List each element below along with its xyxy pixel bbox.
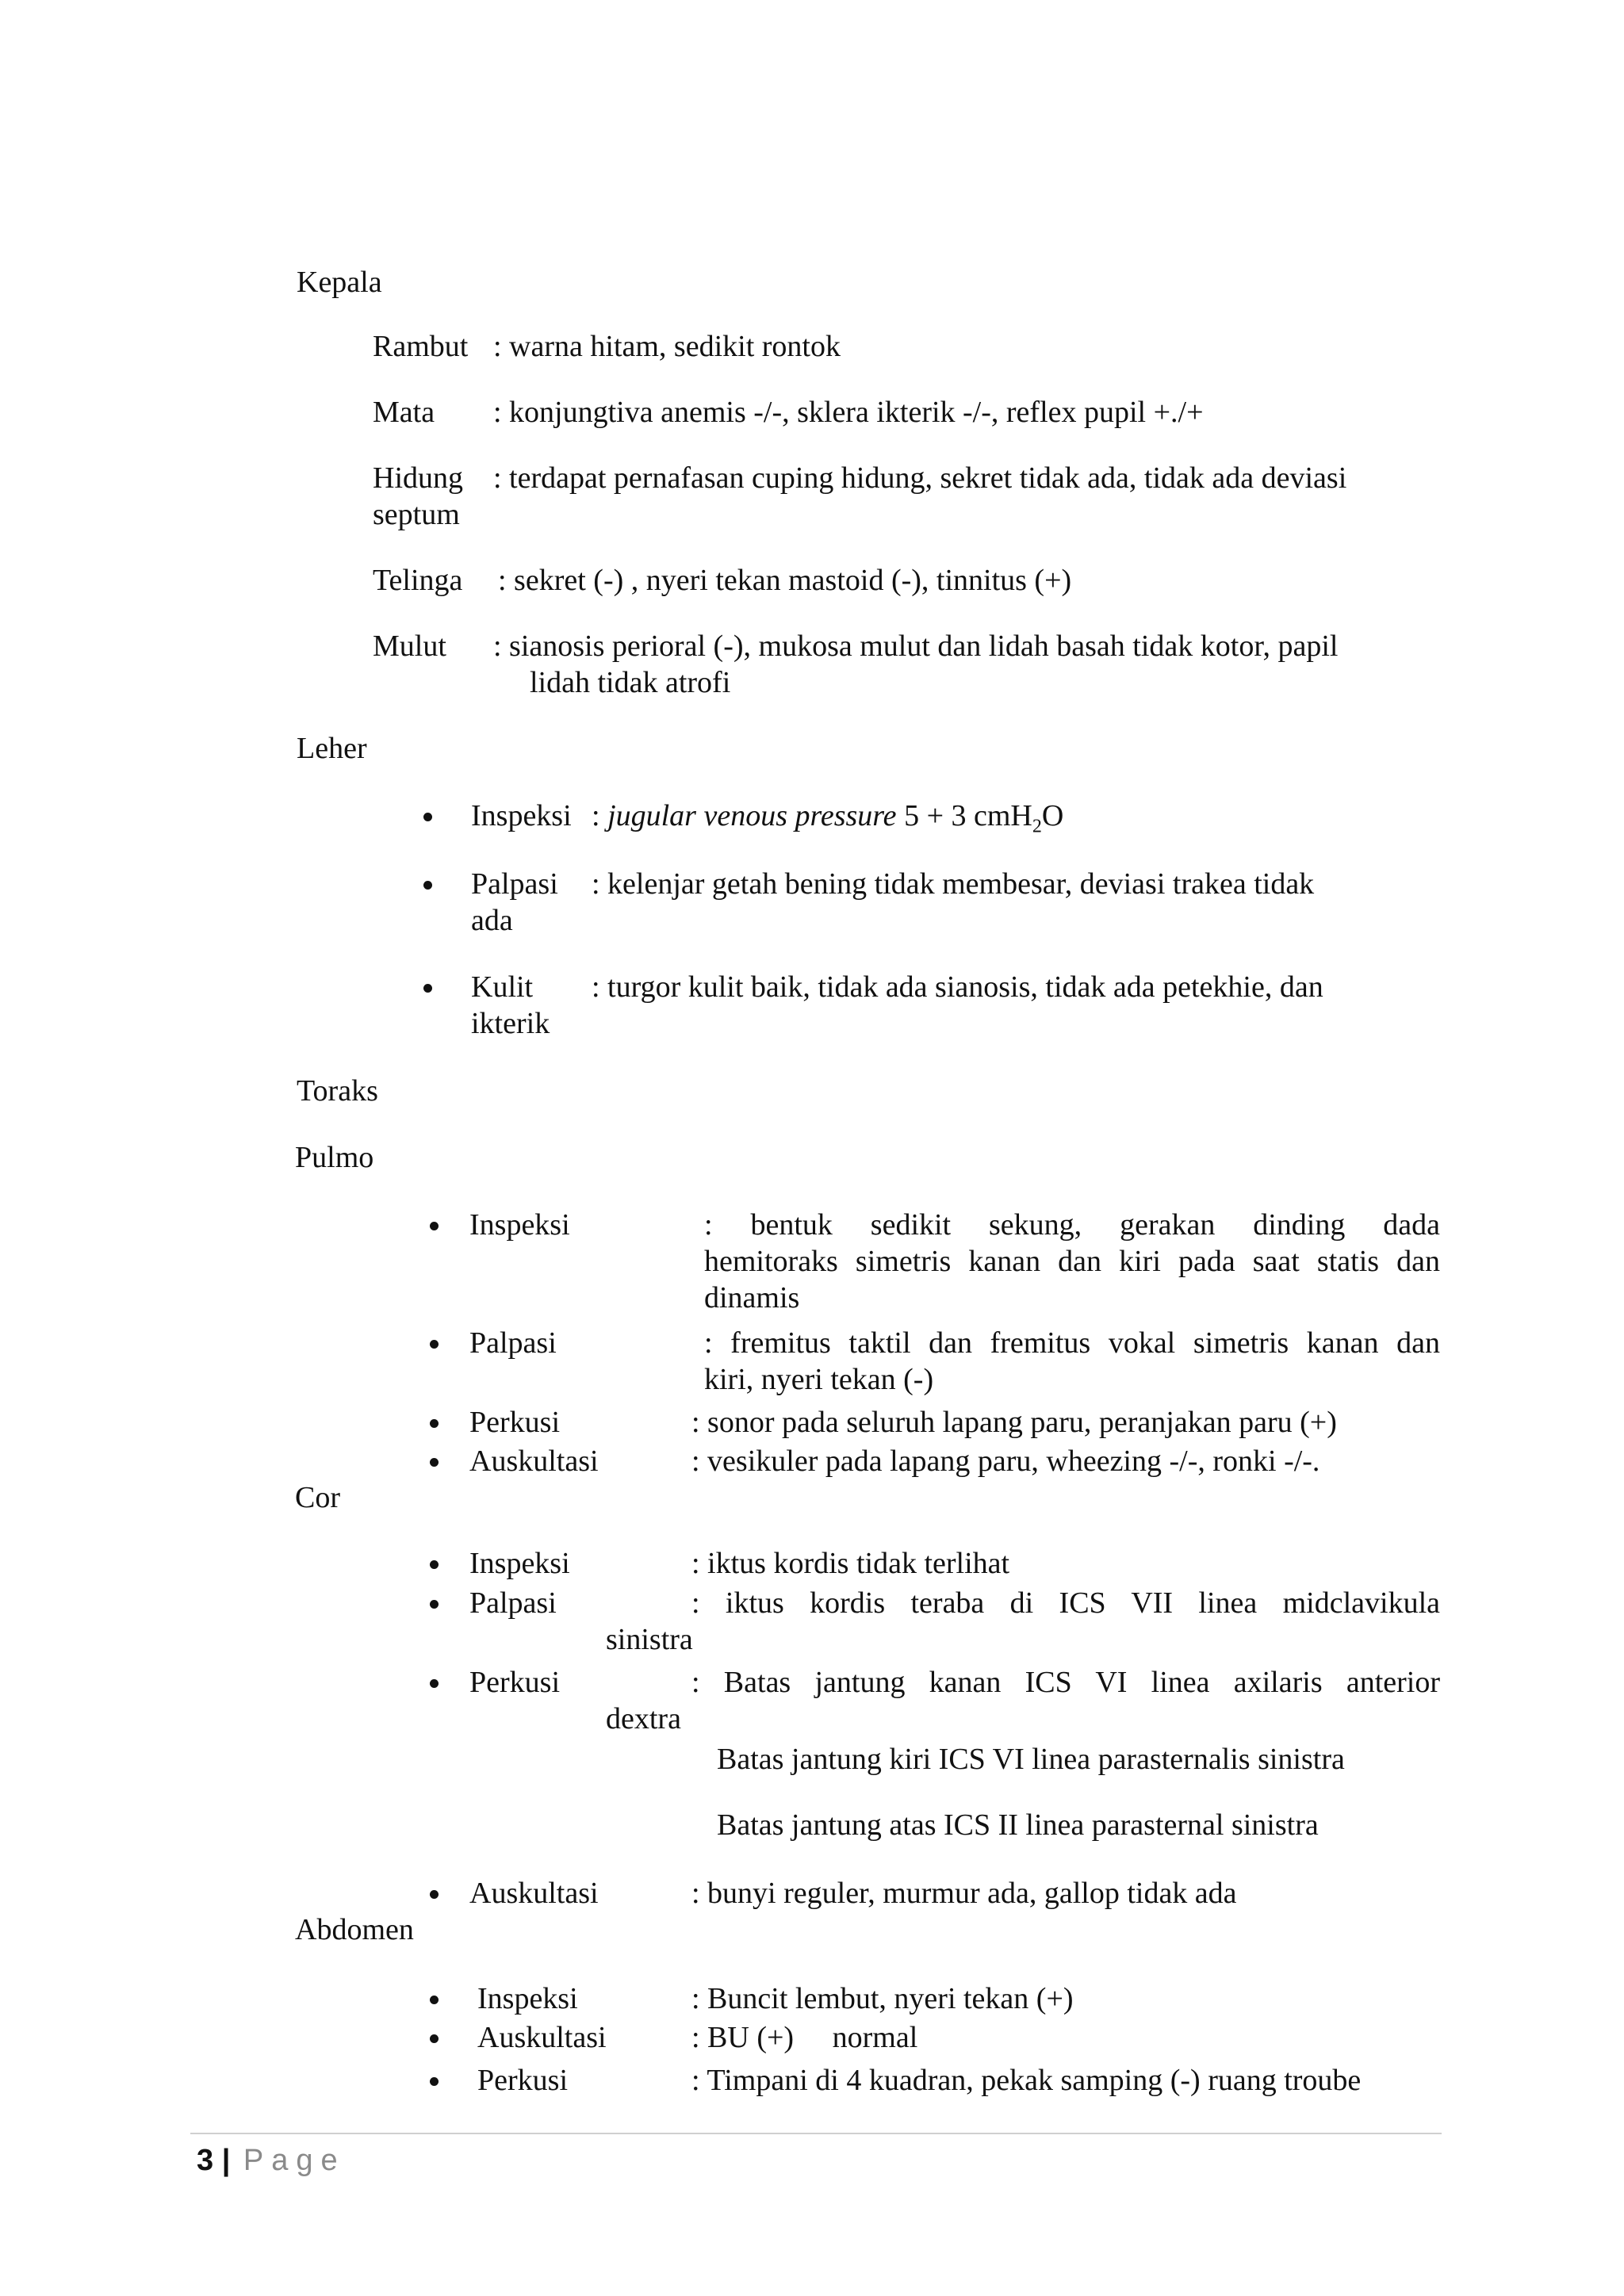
- abdomen-auskultasi-value: : BU (+) normal: [691, 2021, 887, 2054]
- leher-kulit-label: Kulit: [471, 970, 534, 1004]
- bullet-icon: [430, 1600, 439, 1609]
- hidung-value: : terdapat pernafasan cuping hidung, sekret tidak ada, tidak ada deviasi: [493, 461, 1347, 495]
- bullet-icon: [423, 881, 432, 890]
- cor-inspeksi-value: : iktus kordis tidak terlihat: [691, 1547, 1010, 1580]
- leher-kulit-value: : turgor kulit baik, tidak ada sianosis, tidak ada petekhie, dan: [592, 970, 1323, 1004]
- bullet-icon: [430, 1458, 439, 1467]
- abdomen-perkusi-value: : Timpani di 4 kuadran, pekak samping (-) ruang troube: [691, 2064, 1362, 2097]
- mulut-label: Mulut: [373, 629, 446, 663]
- page-number: 3: [197, 2144, 214, 2177]
- bullet-icon: [430, 1222, 439, 1230]
- cor-perkusi-continuation: dextra: [606, 1702, 681, 1735]
- mata-value: : konjungtiva anemis -/-, sklera ikterik -/-, reflex pupil +./+: [493, 396, 1204, 429]
- hidung-label: Hidung: [373, 461, 463, 495]
- cor-perkusi-value: : Batas jantung kanan ICS VI linea axilaris anterior: [691, 1666, 1440, 1699]
- section-heading-pulmo: Pulmo: [295, 1141, 374, 1174]
- abdomen-perkusi-label: Perkusi: [477, 2064, 568, 2097]
- pulmo-inspeksi-line: : bentuk sedikit sekung, gerakan dinding dada: [704, 1208, 1440, 1242]
- bullet-icon: [430, 1679, 439, 1688]
- pulmo-auskultasi-label: Auskultasi: [469, 1445, 599, 1478]
- cor-auskultasi-label: Auskultasi: [469, 1877, 599, 1910]
- hidung-continuation: septum: [373, 498, 460, 531]
- section-heading-toraks: Toraks: [297, 1074, 378, 1108]
- bullet-icon: [430, 2034, 439, 2043]
- abdomen-inspeksi-value: : Buncit lembut, nyeri tekan (+): [691, 1982, 1074, 2015]
- mulut-value: : sianosis perioral (-), mukosa mulut dan lidah basah tidak kotor, papil: [493, 629, 1339, 663]
- leher-palpasi-continuation: ada: [471, 904, 513, 937]
- footer-divider: [190, 2133, 1442, 2134]
- abdomen-auskultasi-label: Auskultasi: [477, 2021, 607, 2054]
- cor-palpasi-value: : iktus kordis teraba di ICS VII linea midclavikula: [691, 1586, 1440, 1620]
- pulmo-perkusi-value: : sonor pada seluruh lapang paru, peranjakan paru (+): [691, 1406, 1337, 1439]
- pulmo-palpasi-line: kiri, nyeri tekan (-): [704, 1363, 934, 1396]
- pulmo-inspeksi-line: hemitoraks simetris kanan dan kiri pada saat statis dan: [704, 1245, 1440, 1278]
- footer-separator: |: [221, 2144, 231, 2177]
- bullet-icon: [430, 1996, 439, 2004]
- cor-perkusi-line: Batas jantung atas ICS II linea parasternal sinistra: [717, 1808, 1319, 1842]
- rambut-value: : warna hitam, sedikit rontok: [493, 330, 841, 363]
- cor-perkusi-line: Batas jantung kiri ICS VI linea parasternalis sinistra: [717, 1743, 1345, 1776]
- cor-palpasi-label: Palpasi: [469, 1586, 557, 1620]
- pulmo-perkusi-label: Perkusi: [469, 1406, 560, 1439]
- bullet-icon: [423, 813, 432, 821]
- telinga-value: : sekret (-) , nyeri tekan mastoid (-), tinnitus (+): [498, 564, 1072, 597]
- bullet-icon: [430, 2077, 439, 2086]
- bullet-icon: [430, 1340, 439, 1349]
- leher-kulit-continuation: ikterik: [471, 1007, 550, 1040]
- leher-palpasi-label: Palpasi: [471, 867, 558, 901]
- pulmo-inspeksi-label: Inspeksi: [469, 1208, 570, 1242]
- pulmo-palpasi-line: : fremitus taktil dan fremitus vokal simetris kanan dan: [704, 1326, 1440, 1360]
- pulmo-palpasi-label: Palpasi: [469, 1326, 557, 1360]
- page-footer: [197, 2142, 346, 2179]
- telinga-label: Telinga: [373, 564, 463, 597]
- bullet-icon: [430, 1560, 439, 1569]
- page-word: Page: [243, 2144, 346, 2177]
- cor-inspeksi-label: Inspeksi: [469, 1547, 570, 1580]
- section-heading-cor: Cor: [295, 1481, 340, 1514]
- cor-auskultasi-value: : bunyi reguler, murmur ada, gallop tidak ada: [691, 1877, 1237, 1910]
- bullet-icon: [423, 984, 432, 993]
- bullet-icon: [430, 1890, 439, 1899]
- cor-perkusi-label: Perkusi: [469, 1666, 560, 1699]
- mata-label: Mata: [373, 396, 435, 429]
- leher-inspeksi-label: Inspeksi: [471, 799, 572, 832]
- section-heading-kepala: Kepala: [297, 266, 382, 299]
- bullet-icon: [430, 1419, 439, 1428]
- pulmo-inspeksi-line: dinamis: [704, 1281, 800, 1314]
- section-heading-abdomen: Abdomen: [295, 1913, 414, 1946]
- cor-palpasi-continuation: sinistra: [606, 1623, 693, 1656]
- section-heading-leher: Leher: [297, 732, 367, 765]
- abdomen-inspeksi-label: Inspeksi: [477, 1982, 578, 2015]
- leher-palpasi-value: : kelenjar getah bening tidak membesar, deviasi trakea tidak: [592, 867, 1315, 901]
- leher-inspeksi-value: : jugular venous pressure 5 + 3 cmH$_2$O: [592, 799, 1064, 837]
- rambut-label: Rambut: [373, 330, 469, 363]
- mulut-continuation: lidah tidak atrofi: [530, 666, 731, 699]
- pulmo-auskultasi-value: : vesikuler pada lapang paru, wheezing -/-, ronki -/-.: [691, 1445, 1320, 1478]
